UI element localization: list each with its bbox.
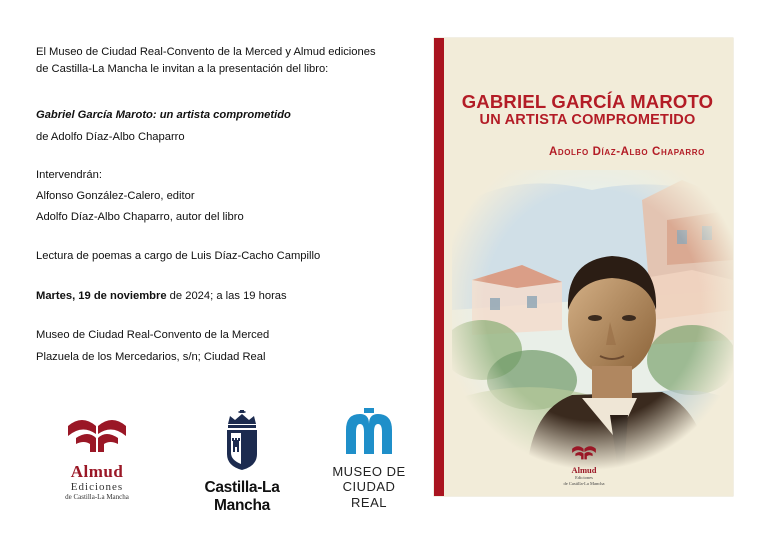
poetry-reading: Lectura de poemas a cargo de Luis Díaz-Cacho Campillo xyxy=(36,250,321,263)
almud-name: Almud xyxy=(70,462,124,481)
museo-m-emblem-icon xyxy=(342,408,396,456)
speaker-1: Alfonso González-Calero, editor xyxy=(36,189,195,202)
cover-subtitle: UN ARTISTA COMPROMETIDO xyxy=(479,112,696,128)
cover-logo-sub: Ediciones xyxy=(575,475,593,480)
crown-castle-emblem-icon xyxy=(222,410,262,472)
venue-address: Plazuela de los Mercedarios, s/n; Ciudad Real xyxy=(36,350,266,363)
invitation-line-1: El Museo de Ciudad Real-Convento de la Merced y Almud ediciones xyxy=(36,46,376,58)
cover-spine xyxy=(434,38,444,496)
event-date-rest: de 2024; a las 19 horas xyxy=(166,289,287,302)
cover-portrait-painting xyxy=(452,170,733,470)
speakers-heading: Intervendrán: xyxy=(36,169,102,182)
museo-line-1: MUSEO DE xyxy=(332,464,406,479)
museo-line-2: CIUDAD REAL xyxy=(342,479,396,510)
museo-ciudad-real-logo xyxy=(326,408,412,511)
invitation-text xyxy=(36,44,416,366)
cover-almud-logo xyxy=(562,443,606,487)
cover-almud-emblem-icon xyxy=(569,443,599,461)
event-date-bold: Martes, 19 de noviembre xyxy=(36,289,167,302)
almud-sub: Ediciones xyxy=(70,481,124,493)
clm-name: Castilla-La Mancha xyxy=(204,479,280,514)
venue-name: Museo de Ciudad Real-Convento de la Merced xyxy=(36,329,270,342)
cover-logo-sub2: de Castilla-La Mancha xyxy=(563,481,605,486)
book-cover xyxy=(434,38,733,496)
book-title: Gabriel García Maroto: un artista comprometido xyxy=(36,109,291,122)
speaker-2: Adolfo Díaz-Albo Chaparro, autor del libro xyxy=(36,210,244,223)
almud-logo xyxy=(52,412,142,502)
cover-title: GABRIEL GARCÍA MAROTO xyxy=(461,91,714,112)
event-date xyxy=(36,288,416,305)
almud-emblem-icon xyxy=(62,412,132,456)
invitation-line-2: de Castilla-La Mancha le invitan a la presentación del libro: xyxy=(36,62,329,75)
cover-logo-name: Almud xyxy=(571,465,597,475)
castilla-la-mancha-logo xyxy=(176,410,308,515)
almud-sub2: de Castilla-La Mancha xyxy=(65,493,129,501)
cover-author: Adolfo Díaz-Albo Chaparro xyxy=(548,146,705,158)
book-author: de Adolfo Díaz-Albo Chaparro xyxy=(36,130,185,143)
